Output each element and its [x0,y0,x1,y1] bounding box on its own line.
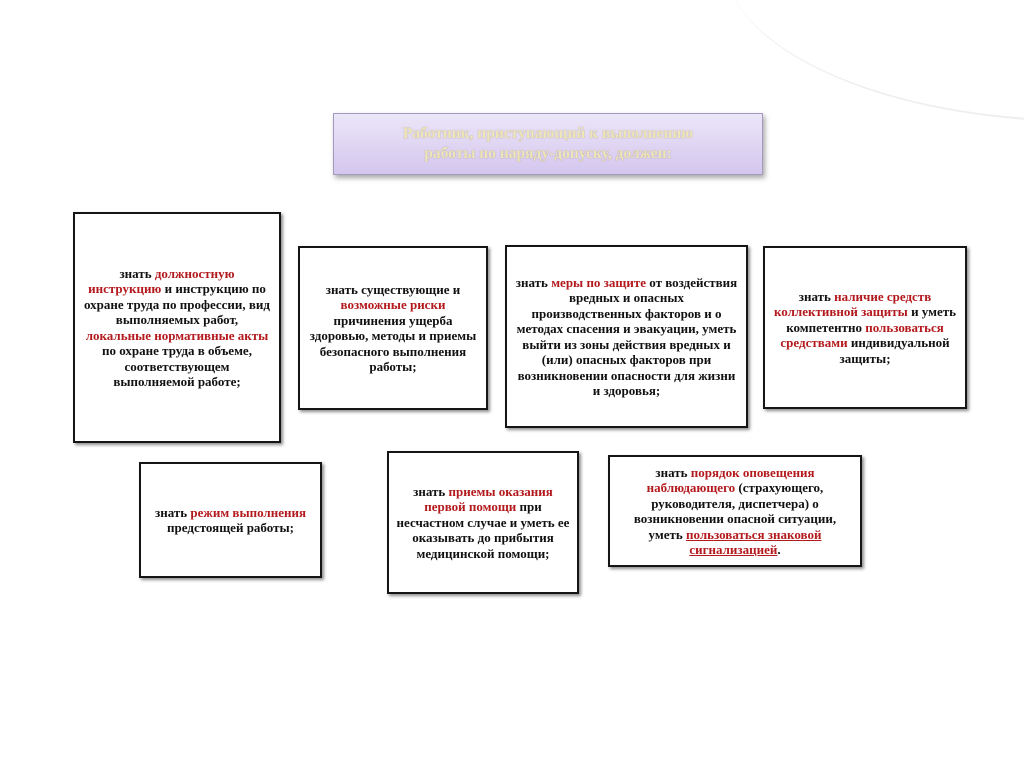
highlight-segment: локальные нормативные акты [85,327,269,343]
requirement-text [147,505,314,536]
text-segment: причинения ущерба здоровью, методы и приемы безопасного выполнения работы; [309,312,477,374]
text-segment: . [777,542,781,557]
text-segment: знать [119,265,155,281]
requirement-box-risks [298,246,488,410]
requirement-box-work-mode [139,462,322,578]
requirement-text [395,484,571,562]
text-segment: знать [413,483,449,499]
requirement-text [513,275,740,399]
header-title: Работник, приступающий к выполнению работы по наряду-допуску, должен: [402,125,694,162]
text-segment: знать [798,288,835,304]
text-segment: по охране труда в объеме, соответствующем выполняемой работе; [102,343,252,389]
requirement-text [616,465,854,558]
highlight-segment: порядок оповещения наблюдающего [646,464,815,495]
text-segment: от воздействия вредных и опасных производственных факторов и о методах спасения и эвакуации, уметь выйти из зоны действия вредных и (или) опасных факторов при возникновении опасности для жизни и здоровья; [516,274,738,398]
background-curve-decoration [724,0,1024,122]
requirement-text [83,266,271,390]
requirement-box-job-instruction [73,212,281,443]
text-segment: знать [655,464,691,480]
text-segment: знать [515,274,552,290]
requirement-box-notification [608,455,862,567]
highlight-segment: наличие средств коллективной защиты [773,288,932,320]
text-segment: знать [155,504,191,520]
requirement-box-protection-measures [505,245,748,428]
text-segment: знать существующие и [325,281,461,297]
requirement-box-protective-equipment [763,246,967,409]
text-segment: и инструкцию по охране труда по профессии, вид выполняемых работ, [83,281,271,327]
highlight-segment: пользоваться средствами [780,319,944,351]
highlight-segment: возможные риски [340,297,446,312]
highlight-segment: пользоваться знаковой сигнализацией [686,526,822,557]
text-segment: предстоящей работы; [167,520,294,535]
requirement-text [771,289,959,367]
text-segment: индивидуальной защиты; [839,335,950,366]
requirement-text [306,282,480,375]
text-segment: и уметь компетентно [786,304,957,335]
highlight-segment: меры по защите [551,274,647,290]
text-segment: (страхующего, руководителя, диспетчера) о возникновении опасной ситуации, уметь [633,480,837,542]
header-box [333,113,763,175]
requirement-box-first-aid [387,451,579,594]
text-segment: при несчастном случае и уметь ее оказывать до прибытия медицинской помощи; [396,499,570,561]
highlight-segment: приемы оказания первой помощи [424,483,553,515]
highlight-segment: должностную инструкцию [88,265,235,296]
highlight-segment: режим выполнения [190,504,306,520]
